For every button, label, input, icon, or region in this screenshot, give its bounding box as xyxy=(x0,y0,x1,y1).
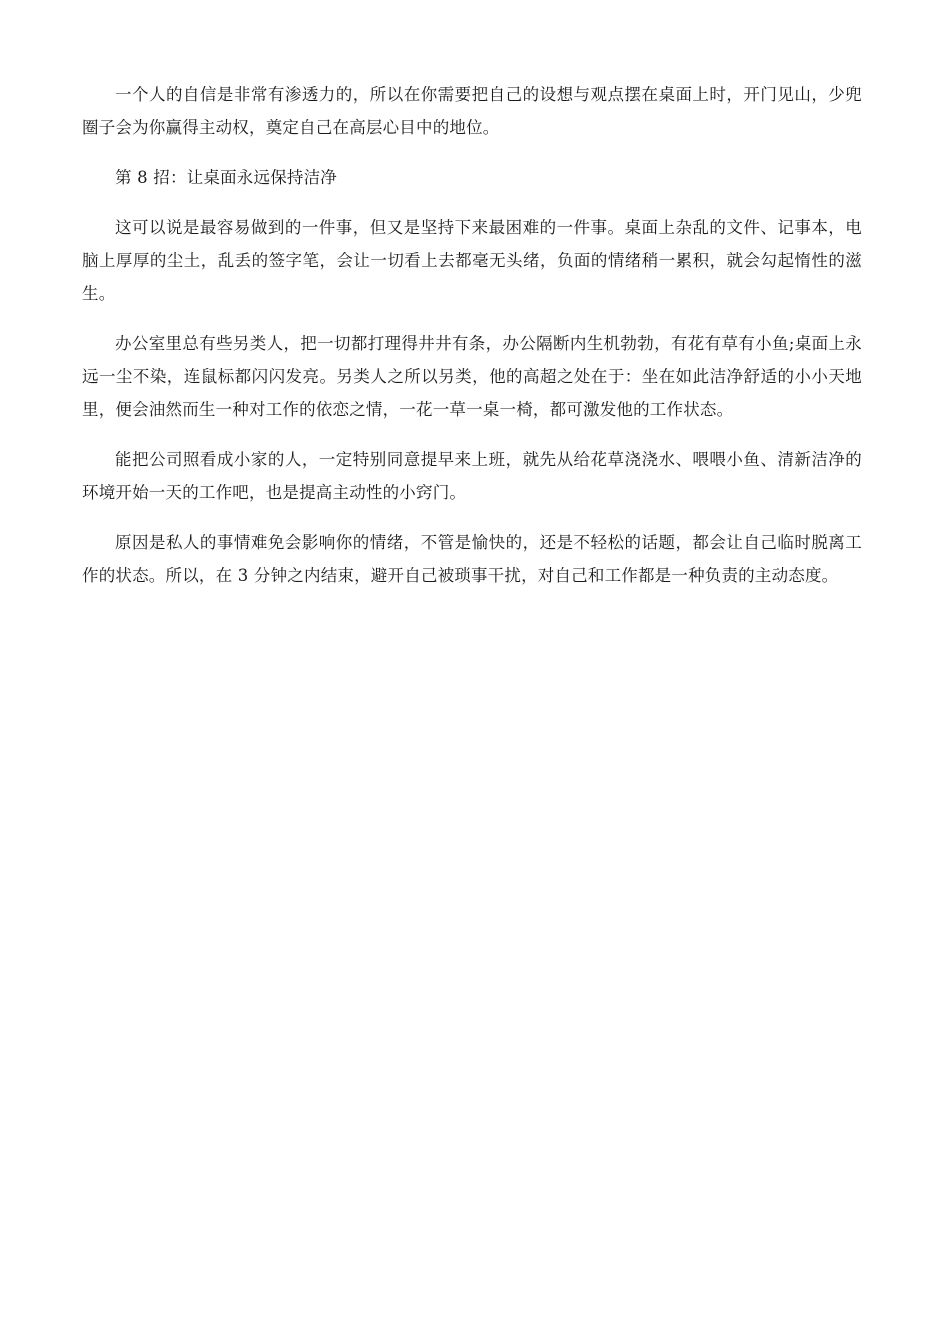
paragraph-office-people: 办公室里总有些另类人，把一切都打理得井井有条，办公隔断内生机勃勃，有花有草有小鱼;桌面上永远一尘不染，连鼠标都闪闪发亮。另类人之所以另类，他的高超之处在于：坐在如此洁净舒适的小小天地里，便会油然而生一种对工作的依恋之情，一花一草一桌一椅，都可激发他的工作状态。 xyxy=(82,334,862,419)
section-heading-tip-8: 第 8 招：让桌面永远保持洁净 xyxy=(115,168,337,187)
paragraph-private-matters: 原因是私人的事情难免会影响你的情绪，不管是愉快的，还是不轻松的话题，都会让自己临时脱离工作的状态。所以，在 3 分钟之内结束，避开自己被琐事干扰，对自己和工作都是一种负责的主动态度。 xyxy=(82,533,862,585)
paragraph-confidence: 一个人的自信是非常有渗透力的，所以在你需要把自己的设想与观点摆在桌面上时，开门见山，少兜圈子会为你赢得主动权，奠定自己在高层心目中的地位。 xyxy=(82,85,862,137)
document-body xyxy=(82,78,862,609)
paragraph-clean-desk: 这可以说是最容易做到的一件事，但又是坚持下来最困难的一件事。桌面上杂乱的文件、记事本，电脑上厚厚的尘土，乱丢的签字笔，会让一切看上去都毫无头绪，负面的情绪稍一累积，就会勾起惰性的滋生。 xyxy=(82,218,862,303)
paragraph-company-home: 能把公司照看成小家的人，一定特别同意提早来上班，就先从给花草浇浇水、喂喂小鱼、清新洁净的环境开始一天的工作吧，也是提高主动性的小窍门。 xyxy=(82,450,862,502)
